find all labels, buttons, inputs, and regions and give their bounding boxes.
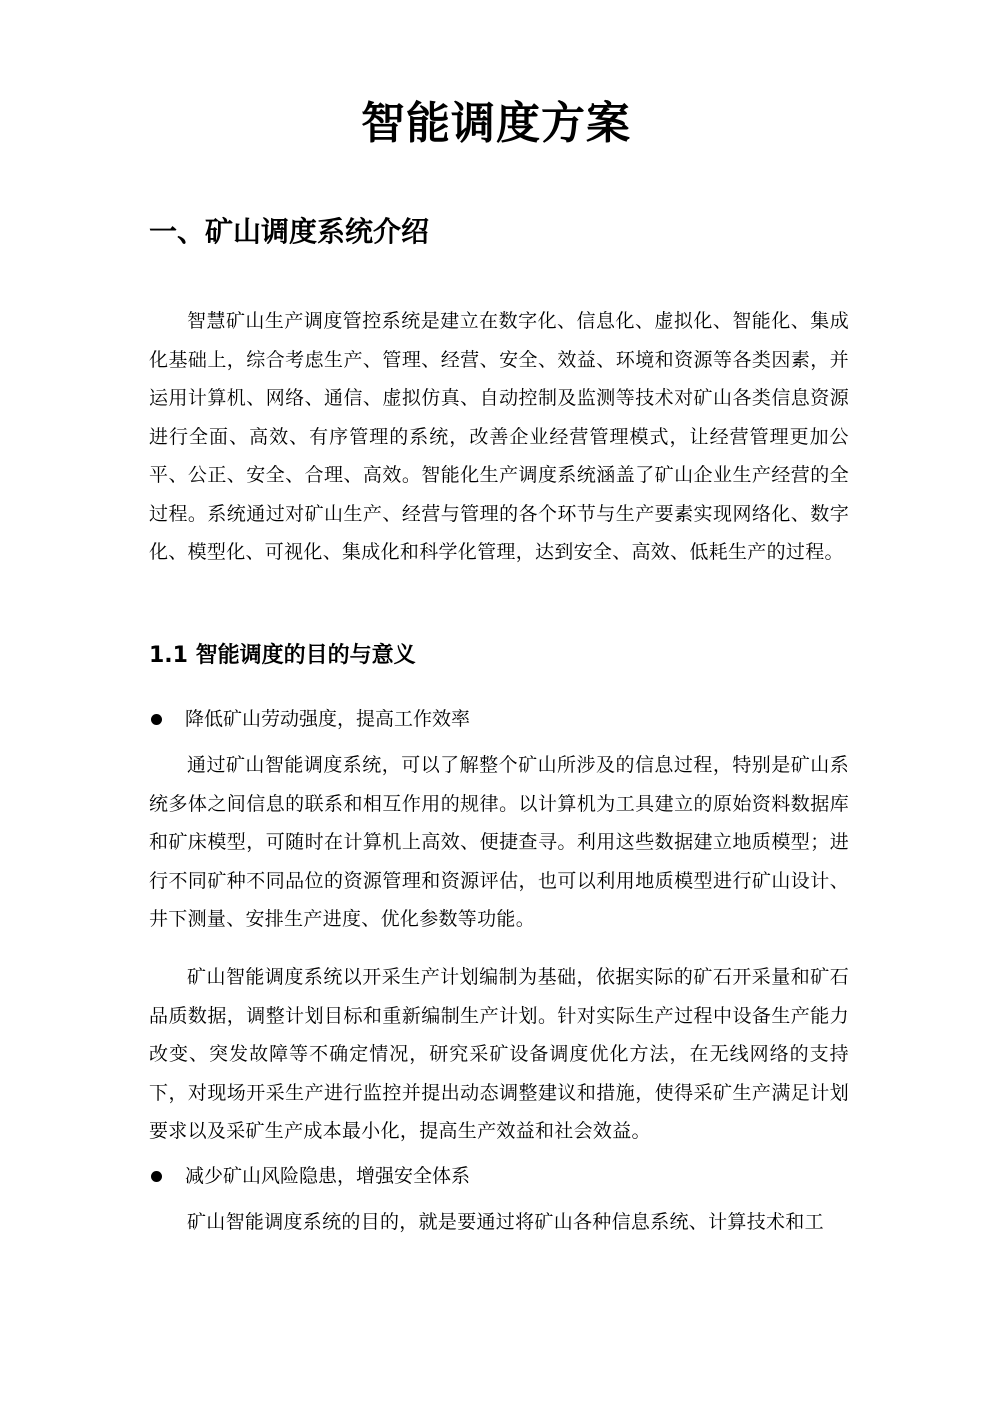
bullet-item-2-text: 减少矿山风险隐患，增强安全体系: [185, 1165, 471, 1187]
paragraph-2: 矿山智能调度系统以开采生产计划编制为基础，依据实际的矿石开采量和矿石品质数据，调整计划目标和重新编制生产计划。针对实际生产过程中设备生产能力改变、突发故障等不确定情况，研究采矿设备调度优化方法，在无线网络的支持下，对现场开采生产进行监控并提出动态调整建议和措施，使得采矿生产满足计划要求以及采矿生产成本最小化，提高生产效益和社会效益。: [149, 966, 849, 1142]
bullet-item-1: [149, 703, 849, 735]
document-title: 智能调度方案: [361, 98, 631, 149]
bullet-dot-icon: [151, 1171, 162, 1182]
bullet-dot-icon: [151, 714, 162, 725]
paragraph-1: 通过矿山智能调度系统，可以了解整个矿山所涉及的信息过程，特别是矿山系统多体之间信息的联系和相互作用的规律。以计算机为工具建立的原始资料数据库和矿床模型，可随时在计算机上高效、便捷查寻。利用这些数据建立地质模型；进行不同矿种不同品位的资源管理和资源评估，也可以利用地质模型进行矿山设计、井下测量、安排生产进度、优化参数等功能。: [149, 754, 849, 930]
section-heading-1: 一、矿山调度系统介绍: [149, 215, 430, 248]
section-1-intro-paragraph: 智慧矿山生产调度管控系统是建立在数字化、信息化、虚拟化、智能化、集成化基础上，综合考虑生产、管理、经营、安全、效益、环境和资源等各类因素，并运用计算机、网络、通信、虚拟仿真、自动控制及监测等技术对矿山各类信息资源进行全面、高效、有序管理的系统，改善企业经营管理模式，让经营管理更加公平、公正、安全、合理、高效。智能化生产调度系统涵盖了矿山企业生产经营的全过程。系统通过对矿山生产、经营与管理的各个环节与生产要素实现网络化、数字化、模型化、可视化、集成化和科学化管理，达到安全、高效、低耗生产的过程。: [149, 310, 849, 563]
bullet-item-2: [149, 1160, 849, 1192]
paragraph-3: 矿山智能调度系统的目的，就是要通过将矿山各种信息系统、计算技术和工: [187, 1211, 824, 1233]
bullet-item-1-text: 降低矿山劳动强度，提高工作效率: [185, 708, 471, 730]
subsection-heading-1-1: 1.1 智能调度的目的与意义: [149, 643, 416, 668]
